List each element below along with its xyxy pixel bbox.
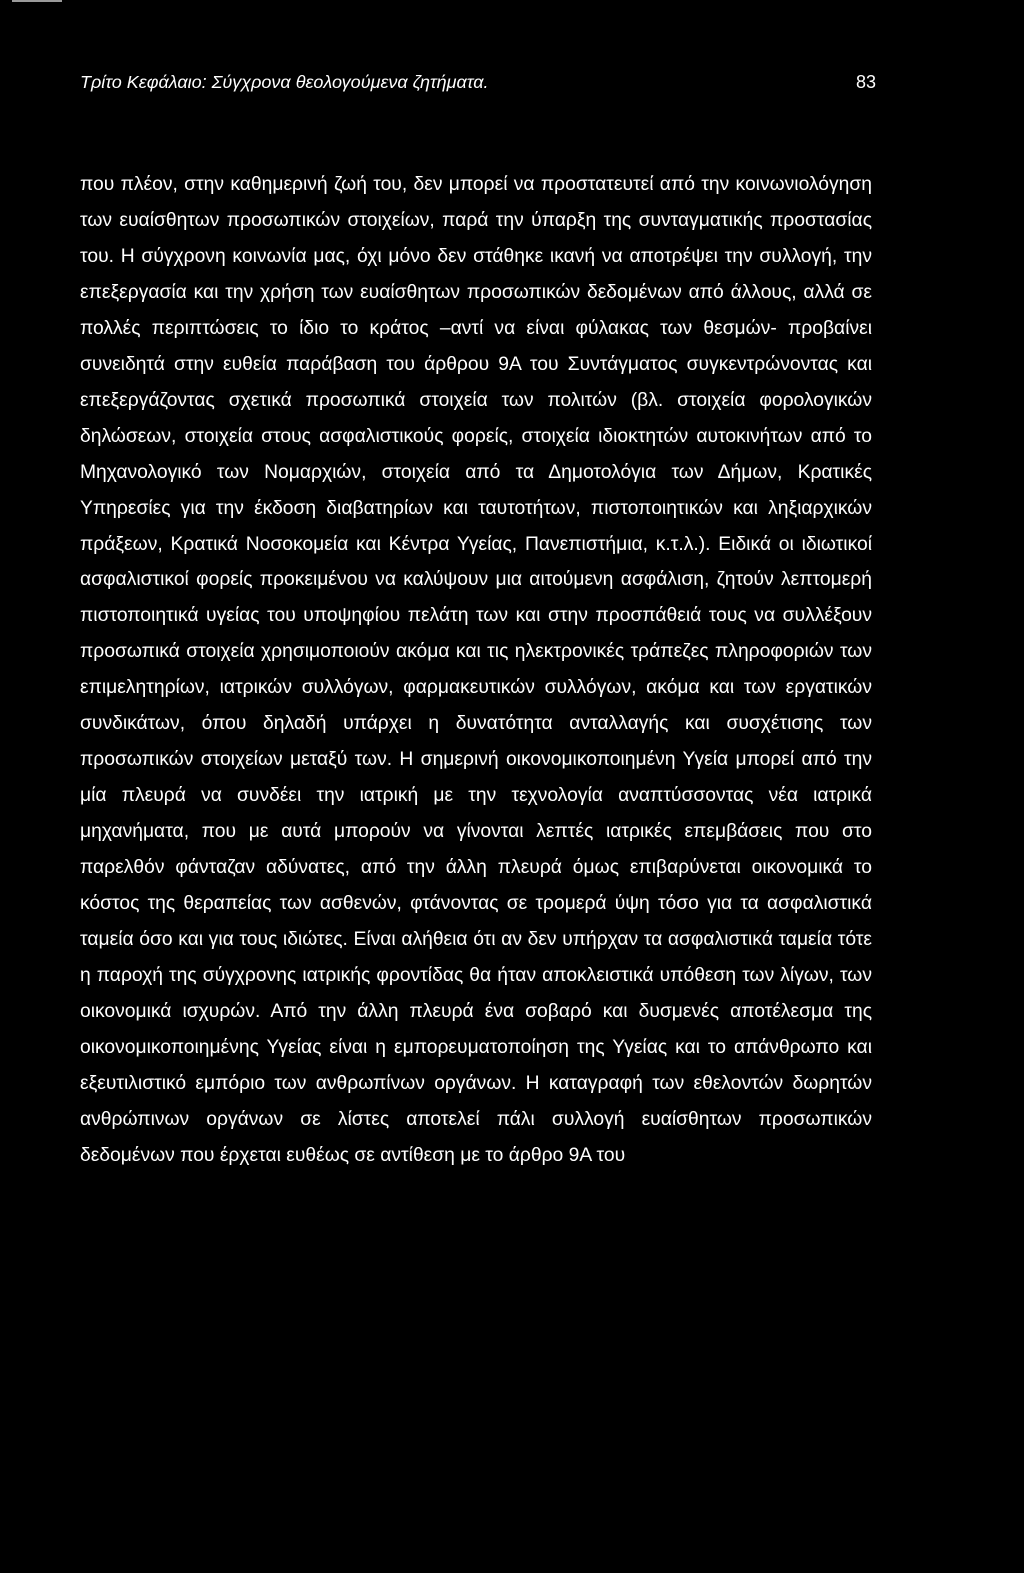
- page-header: [80, 70, 876, 94]
- page-number: 83: [855, 72, 876, 92]
- scan-edge-mark: [12, 0, 62, 2]
- running-title: Τρίτο Κεφάλαιο: Σύγχρονα θεολογούμενα ζητήματα.: [80, 72, 489, 92]
- body-paragraph: που πλέον, στην καθημερινή ζωή του, δεν μπορεί να προστατευτεί από την κοινωνιολόγηση των ευαίσθητων προσωπικών στοιχείων, παρά την ύπαρξη της συνταγματικής προστασίας του. Η σύγχρονη κοινωνία μας, όχι μόνο δεν στάθηκε ικανή να αποτρέψει την συλλογή, την επεξεργασία και την χρήση των ευαίσθητων προσωπικών δεδομένων από άλλους, αλλά σε πολλές περιπτώσεις το ίδιο το κράτος –αντί να είναι φύλακας των θεσμών- προβαίνει συνειδητά στην ευθεία παράβαση του άρθρου 9Α του Συντάγματος συγκεντρώνοντας και επεξεργάζοντας σχετικά προσωπικά στοιχεία των πολιτών (βλ. στοιχεία φορολογικών δηλώσεων, στοιχεία στους ασφαλιστικούς φορείς, στοιχεία ιδιοκτητών αυτοκινήτων από το Μηχανολογικό των Νομαρχιών, στοιχεία από τα Δημοτολόγια των Δήμων, Κρατικές Υπηρεσίες για την έκδοση διαβατηρίων και ταυτοτήτων, πιστοποιητικών και ληξιαρχικών πράξεων, Κρατικά Νοσοκομεία και Κέντρα Υγείας, Πανεπιστήμια, κ.τ.λ.). Ειδικά οι ιδιωτικοί ασφαλιστικοί φορείς προκειμένου να καλύψουν μια αιτούμενη ασφάλιση, ζητούν λεπτομερή πιστοποιητικά υγείας του υποψηφίου πελάτη των και στην προσπάθειά τους να συλλέξουν προσωπικά στοιχεία χρησιμοποιούν ακόμα και τις ηλεκτρονικές τράπεζες πληροφοριών των επιμελητηρίων, ιατρικών συλλόγων, φαρμακευτικών συλλόγων, ακόμα και των εργατικών συνδικάτων, όπου δηλαδή υπάρχει η δυνατότητα ανταλλαγής και συσχέτισης των προσωπικών στοιχείων μεταξύ των. Η σημερινή οικονομικοποιημένη Υγεία μπορεί από την μία πλευρά να συνδέει την ιατρική με την τεχνολογία αναπτύσσοντας νέα ιατρικά μηχανήματα, που με αυτά μπορούν να γίνονται λεπτές ιατρικές επεμβάσεις που στο παρελθόν φάνταζαν αδύνατες, από την άλλη πλευρά όμως επιβαρύνεται οικονομικά το κόστος της θεραπείας των ασθενών, φτάνοντας σε τρομερά ύψη τόσο για τα ασφαλιστικά ταμεία όσο και για τους ιδιώτες. Είναι αλήθεια ότι αν δεν υπήρχαν τα ασφαλιστικά ταμεία τότε η παροχή της σύγχρονης ιατρικής φροντίδας θα ήταν αποκλειστικά υπόθεση των λίγων, των οικονομικά ισχυρών. Από την άλλη πλευρά ένα σοβαρό και δυσμενές αποτέλεσμα της οικονομικοποιημένης Υγείας είναι η εμπορευματοποίηση της Υγείας και το απάνθρωπο και εξευτιλιστικό εμπόριο των ανθρωπίνων οργάνων. Η καταγραφή των εθελοντών δωρητών ανθρώπινων οργάνων σε λίστες αποτελεί πάλι συλλογή ευαίσθητων προσωπικών δεδομένων που έρχεται ευθέως σε αντίθεση με το άρθρο 9Α του: [80, 174, 872, 1166]
